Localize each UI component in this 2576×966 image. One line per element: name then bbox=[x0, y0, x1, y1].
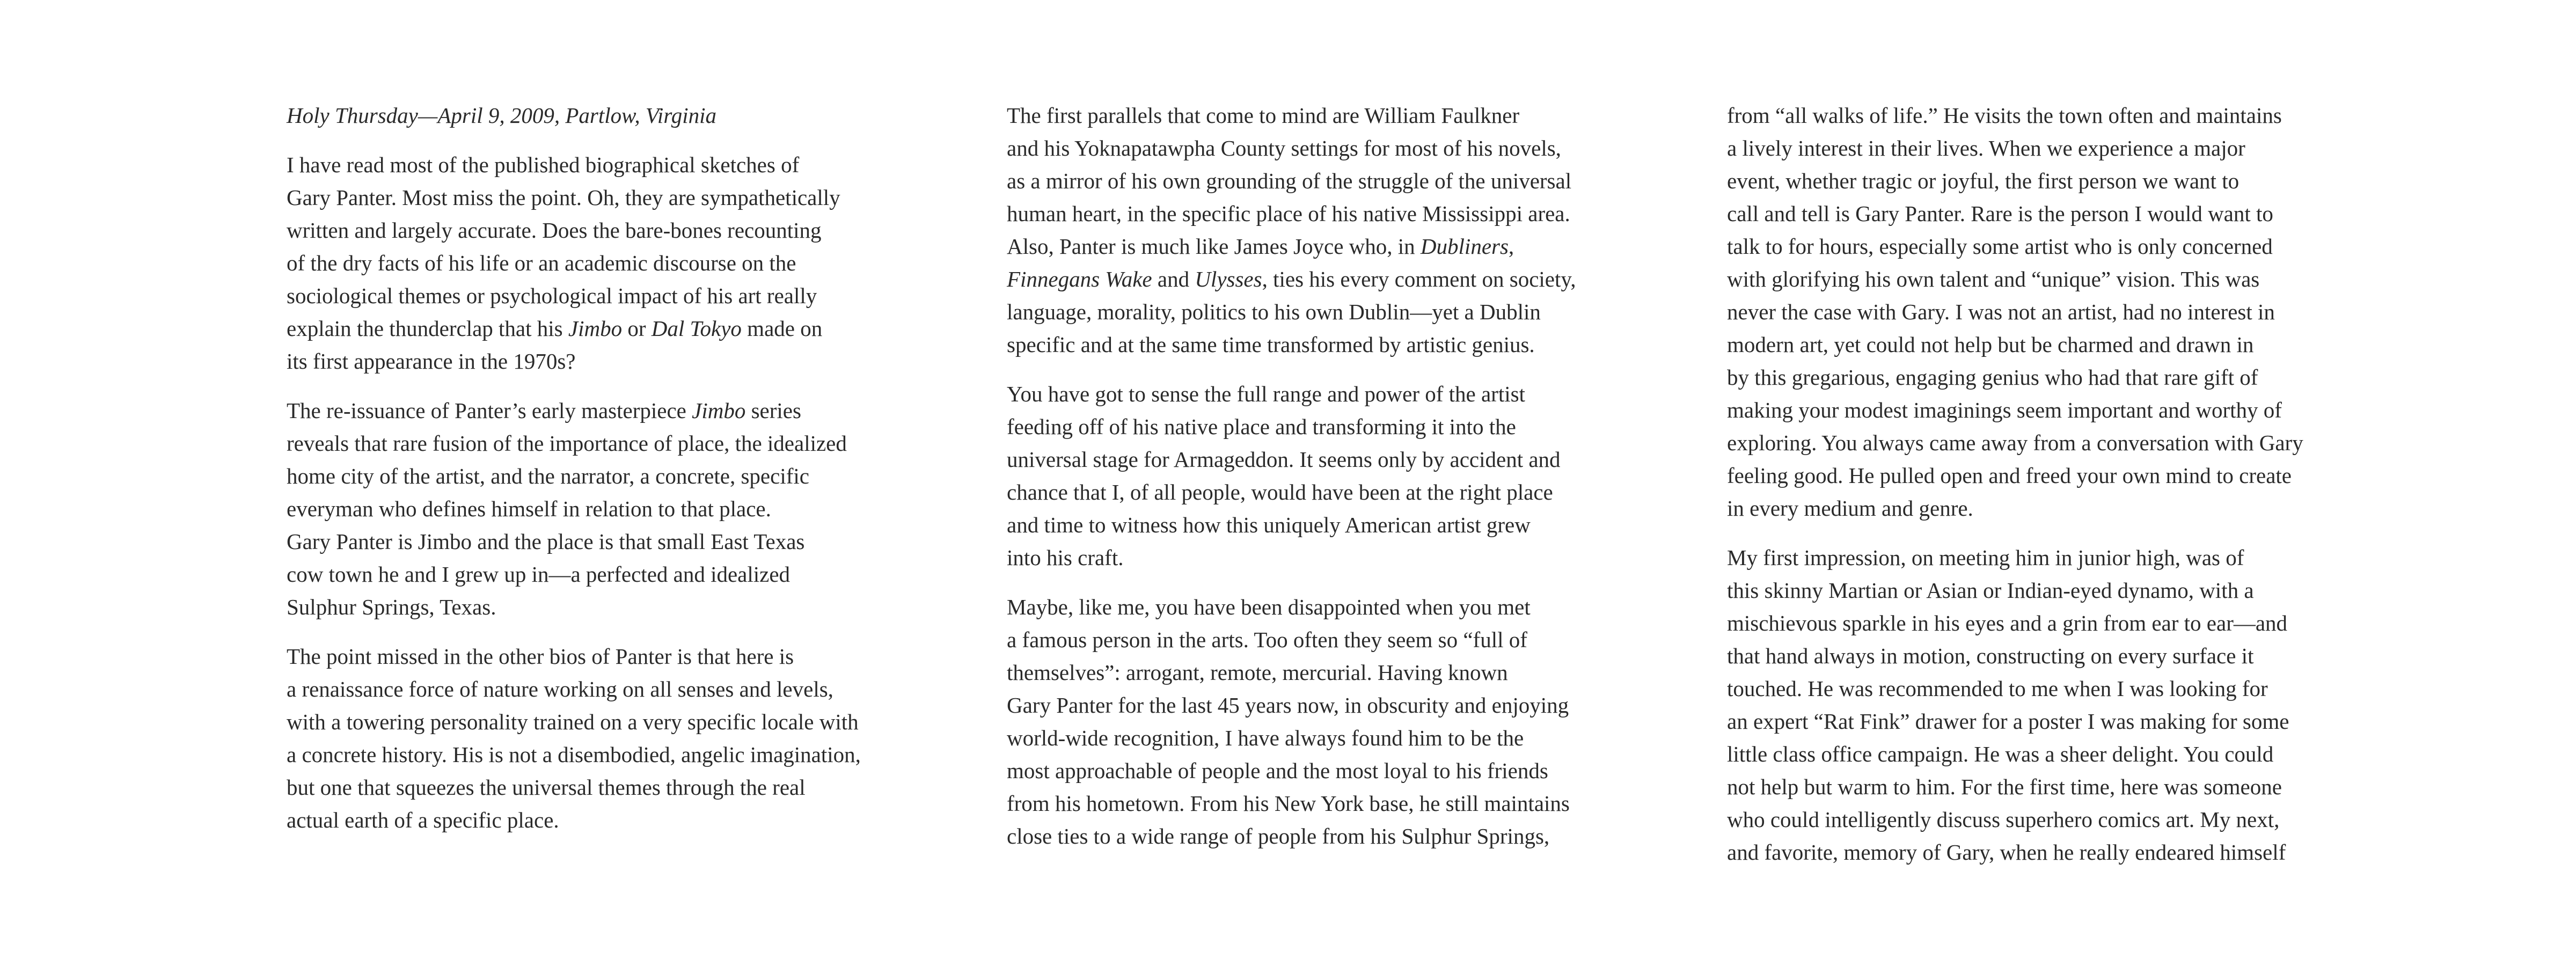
text-line: with glorifying his own talent and “unique” vision. This was bbox=[1727, 267, 2260, 291]
text-line: explain the thunderclap that his Jimbo or Dal Tokyo made on bbox=[287, 316, 823, 341]
text-line: The point missed in the other bios of Panter is that here is bbox=[287, 644, 794, 669]
text-line: Also, Panter is much like James Joyce who, in Dubliners, bbox=[1007, 234, 1514, 259]
text-line: with a towering personality trained on a very specific locale with bbox=[287, 709, 859, 734]
text-line: this skinny Martian or Asian or Indian-eyed dynamo, with a bbox=[1727, 578, 2254, 603]
dateline: Holy Thursday—April 9, 2009, Partlow, Virginia bbox=[287, 103, 717, 128]
text-line: and favorite, memory of Gary, when he really endeared himself bbox=[1727, 840, 2286, 865]
text-line: talk to for hours, especially some artist who is only concerned bbox=[1727, 234, 2273, 259]
italic-title: Jimbo bbox=[692, 398, 746, 423]
paragraph bbox=[1007, 99, 1672, 361]
text-line: a lively interest in their lives. When we experience a major bbox=[1727, 136, 2245, 160]
text-line: Finnegans Wake and Ulysses, ties his every comment on society, bbox=[1007, 267, 1576, 291]
text-line: exploring. You always came away from a conversation with Gary bbox=[1727, 430, 2303, 455]
text-line: cow town he and I grew up in—a perfected and idealized bbox=[287, 562, 791, 587]
text-line: feeling good. He pulled open and freed your own mind to create bbox=[1727, 463, 2292, 488]
text-line: world-wide recognition, I have always found him to be the bbox=[1007, 726, 1524, 750]
text-line: most approachable of people and the most loyal to his friends bbox=[1007, 758, 1548, 783]
text-line: language, morality, politics to his own Dublin—yet a Dublin bbox=[1007, 299, 1541, 324]
text-line: call and tell is Gary Panter. Rare is the person I would want to bbox=[1727, 201, 2273, 226]
paragraph bbox=[287, 394, 952, 624]
text-line: Gary Panter for the last 45 years now, in obscurity and enjoying bbox=[1007, 693, 1569, 718]
text-line: in every medium and genre. bbox=[1727, 496, 1973, 521]
paragraph bbox=[287, 149, 952, 378]
text-line: that hand always in motion, constructing on every surface it bbox=[1727, 643, 2254, 668]
text-line: never the case with Gary. I was not an artist, had no interest in bbox=[1727, 299, 2275, 324]
text-line: who could intelligently discuss superhero comics art. My next, bbox=[1727, 807, 2280, 832]
text-line: a famous person in the arts. Too often they seem so “full of bbox=[1007, 627, 1527, 652]
text-line: of the dry facts of his life or an academic discourse on the bbox=[287, 251, 796, 275]
text-line: home city of the artist, and the narrator, a concrete, specific bbox=[287, 464, 809, 488]
text-line: and time to witness how this uniquely American artist grew bbox=[1007, 513, 1531, 537]
paragraph bbox=[1007, 378, 1672, 574]
text-line: little class office campaign. He was a sheer delight. You could bbox=[1727, 742, 2274, 766]
text-line: from “all walks of life.” He visits the town often and maintains bbox=[1727, 103, 2282, 128]
text-line: The first parallels that come to mind are William Faulkner bbox=[1007, 103, 1520, 128]
text-line: but one that squeezes the universal themes through the real bbox=[287, 775, 806, 800]
text-line: a concrete history. His is not a disembodied, angelic imagination, bbox=[287, 742, 861, 767]
text-line: Sulphur Springs, Texas. bbox=[287, 595, 496, 619]
text-line: human heart, in the specific place of his native Mississippi area. bbox=[1007, 201, 1570, 226]
text-line: a renaissance force of nature working on all senses and levels, bbox=[287, 677, 833, 701]
text-line: making your modest imaginings seem important and worthy of bbox=[1727, 398, 2282, 422]
text-line: Maybe, like me, you have been disappointed when you met bbox=[1007, 595, 1531, 619]
text-line: written and largely accurate. Does the bare-bones recounting bbox=[287, 218, 822, 243]
paragraph bbox=[1727, 99, 2392, 525]
text-line: event, whether tragic or joyful, the first person we want to bbox=[1727, 169, 2240, 193]
text-line: into his craft. bbox=[1007, 545, 1124, 570]
text-line: reveals that rare fusion of the importance of place, the idealized bbox=[287, 431, 847, 456]
column-3 bbox=[1727, 99, 2392, 885]
text-line: themselves”: arrogant, remote, mercurial. Having known bbox=[1007, 660, 1508, 685]
italic-title: Finnegans Wake bbox=[1007, 267, 1152, 291]
text-line: touched. He was recommended to me when I was looking for bbox=[1727, 676, 2268, 701]
text-line: close ties to a wide range of people from his Sulphur Springs, bbox=[1007, 824, 1550, 848]
italic-title: Dal Tokyo bbox=[651, 316, 742, 341]
paragraph bbox=[1007, 591, 1672, 853]
paragraph bbox=[1727, 541, 2392, 869]
paragraph bbox=[287, 640, 952, 837]
text-line: from his hometown. From his New York base, he still maintains bbox=[1007, 791, 1570, 816]
italic-title: Ulysses bbox=[1195, 267, 1262, 291]
text-line: The re-issuance of Panter’s early masterpiece Jimbo series bbox=[287, 398, 801, 423]
text-line: modern art, yet could not help but be charmed and drawn in bbox=[1727, 332, 2254, 357]
text-line: by this gregarious, engaging genius who had that rare gift of bbox=[1727, 365, 2258, 390]
text-line: everyman who defines himself in relation to that place. bbox=[287, 496, 771, 521]
text-line: as a mirror of his own grounding of the struggle of the universal bbox=[1007, 169, 1572, 193]
column-2 bbox=[1007, 99, 1672, 869]
text-line: mischievous sparkle in his eyes and a grin from ear to ear—and bbox=[1727, 611, 2288, 635]
italic-title: Dubliners bbox=[1420, 234, 1509, 259]
text-line: specific and at the same time transformed by artistic genius. bbox=[1007, 332, 1535, 357]
text-line: You have got to sense the full range and power of the artist bbox=[1007, 382, 1525, 406]
text-line: My first impression, on meeting him in junior high, was of bbox=[1727, 545, 2244, 570]
text-line: its first appearance in the 1970s? bbox=[287, 349, 576, 374]
text-line: sociological themes or psychological impact of his art really bbox=[287, 283, 817, 308]
text-line: an expert “Rat Fink” drawer for a poster I was making for some bbox=[1727, 709, 2289, 734]
text-line: I have read most of the published biographical sketches of bbox=[287, 152, 800, 177]
text-line: Gary Panter is Jimbo and the place is that small East Texas bbox=[287, 529, 805, 554]
text-line: feeding off of his native place and transforming it into the bbox=[1007, 414, 1516, 439]
text-line: universal stage for Armageddon. It seems only by accident and bbox=[1007, 447, 1561, 472]
text-line: chance that I, of all people, would have been at the right place bbox=[1007, 480, 1553, 504]
text-line: not help but warm to him. For the first time, here was someone bbox=[1727, 774, 2282, 799]
text-line: Gary Panter. Most miss the point. Oh, they are sympathetically bbox=[287, 185, 840, 210]
text-line: and his Yoknapatawpha County settings for most of his novels, bbox=[1007, 136, 1561, 160]
column-1 bbox=[287, 99, 952, 853]
text-line: actual earth of a specific place. bbox=[287, 808, 559, 832]
italic-title: Jimbo bbox=[568, 316, 623, 341]
